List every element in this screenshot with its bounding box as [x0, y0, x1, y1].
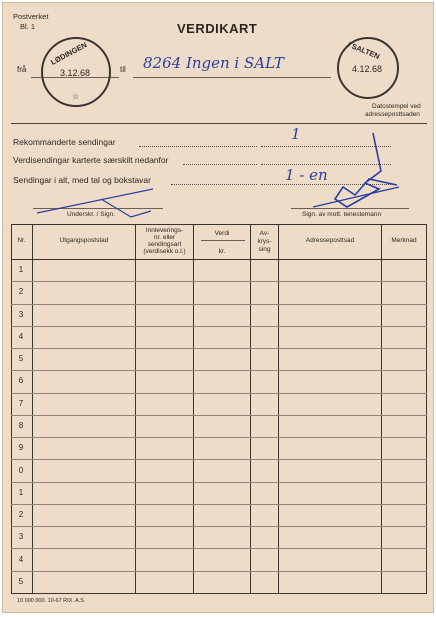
row-number: 8 [18, 421, 24, 430]
row-number: 2 [18, 510, 24, 520]
to-label: til [120, 65, 126, 74]
row-number: 1 [18, 265, 24, 275]
print-info: 10 000 000. 10-67 RIX. A.S [17, 598, 84, 604]
right-signature-scribble [335, 133, 397, 207]
table-row-line [11, 526, 427, 527]
row-number: 1 [18, 487, 24, 497]
header-ref-line-4: (verdisekk o.l.) [143, 248, 186, 255]
summary-label-total: Sendingar i alt, med tal og bokstavar [13, 175, 151, 185]
summary-label-value-items: Verdisendingar karterte særskilt nedanfor [13, 155, 169, 165]
left-signature-scribble [37, 189, 153, 217]
header-ref-line-1: Innleverings- [145, 227, 184, 234]
col-divider-check [278, 224, 279, 594]
col-divider-ref [193, 224, 194, 594]
row-number: 5 [18, 576, 24, 586]
row-number: 2 [18, 287, 24, 297]
handwritten-signatures [3, 3, 435, 614]
table-row-line [11, 348, 427, 349]
row-number: 5 [18, 354, 24, 364]
header-ref-line-2: nr. eller [153, 234, 176, 241]
row-number: 4 [18, 554, 24, 564]
table-row-line [11, 370, 427, 371]
table-row-line [11, 504, 427, 505]
col-divider-dest [381, 224, 382, 594]
summary-value-registered: 1 [291, 125, 301, 143]
table-row-line [11, 415, 427, 416]
row-number: 6 [18, 376, 24, 386]
header-ref-line-3: sendingsart [147, 241, 182, 248]
col-divider-origin [135, 224, 136, 594]
summary-label-registered: Rekommanderte sendingar [13, 137, 116, 147]
header-check-line-2: krys- [257, 238, 272, 245]
table-row-line [11, 571, 427, 572]
header-value: Verdi [214, 230, 230, 237]
header-value-rule [201, 240, 245, 241]
postmark-from-place: LØDINGEN [49, 40, 89, 67]
table-row-line [11, 393, 427, 394]
header-check-line-1: Av- [259, 230, 270, 237]
row-number: 0 [18, 465, 24, 475]
table-bottom-border [11, 593, 427, 594]
issuer-line-1: Postverket [13, 12, 49, 21]
postmark-star-icon: ☆ [72, 92, 80, 101]
table-row-line [11, 459, 427, 460]
right-signature-label: Sign. av mott. tenestemann [302, 211, 382, 218]
header-nr: Nr. [17, 237, 26, 244]
header-origin: Utgangspoststad [59, 237, 109, 244]
left-signature-label: Underskr. / Sign. [67, 211, 116, 218]
summary-value-total: 1 - en [285, 166, 328, 184]
table-header-bottom [11, 259, 427, 260]
table-row-line [11, 304, 427, 305]
header-value-unit: kr. [218, 248, 226, 255]
table-top-border [11, 224, 427, 225]
table-right-border [426, 224, 427, 594]
row-number: 7 [18, 398, 24, 408]
header-check-line-3: sing [258, 246, 271, 253]
postmark-to-place: I SALTEN [346, 40, 382, 61]
table-row-line [11, 437, 427, 438]
row-number: 9 [18, 443, 24, 453]
col-divider-value [250, 224, 251, 594]
header-dest: Adresseposttsad [305, 237, 355, 244]
table-row-line [11, 281, 427, 282]
row-number: 3 [18, 532, 24, 542]
table-row-line [11, 548, 427, 549]
value-card-form [2, 2, 434, 613]
row-number: 4 [18, 331, 24, 341]
to-handwritten: 8264 Ingen i SALT [143, 54, 284, 72]
issuer-line-2: Bl. 1 [20, 22, 36, 31]
postmark-from-date: 3.12.68 [60, 68, 91, 78]
table-row-line [11, 326, 427, 327]
date-stamp-caption-2: adresseposttsaden [365, 111, 420, 118]
col-divider-nr [32, 224, 33, 594]
date-stamp-caption-1: Datostempel ved [372, 103, 421, 110]
form-title: VERDIKART [177, 21, 258, 36]
from-label: frå [17, 65, 27, 74]
row-number: 3 [18, 309, 24, 319]
header-notes: Merknad [391, 237, 417, 244]
table-row-line [11, 482, 427, 483]
postmark-to-date: 4.12.68 [352, 64, 383, 74]
right-signature-stroke [313, 187, 399, 207]
